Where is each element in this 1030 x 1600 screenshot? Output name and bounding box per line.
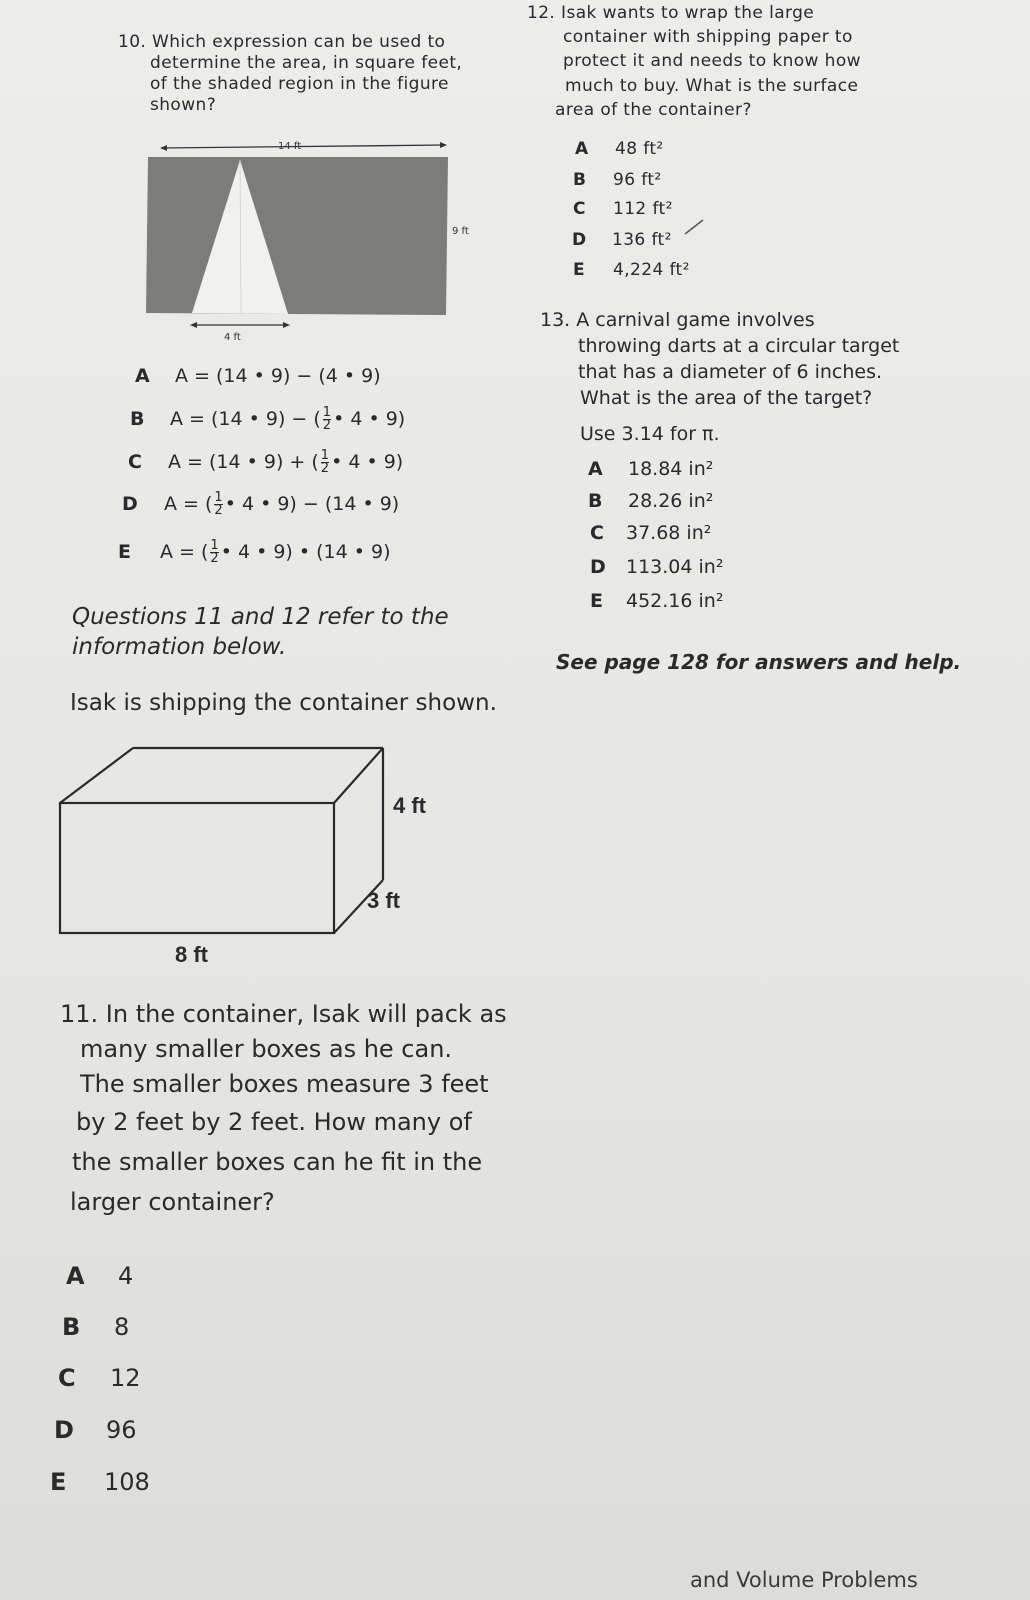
q10-option-c[interactable] xyxy=(128,450,403,475)
option-text-post: • 4 • 9) • (14 • 9) xyxy=(220,541,391,563)
q11-option-a[interactable] xyxy=(66,1262,133,1290)
q10-stem-line-2: determine the area, in square feet, xyxy=(150,53,463,73)
q11-option-c[interactable] xyxy=(58,1364,141,1392)
option-letter: C xyxy=(128,451,142,473)
q10-option-b[interactable] xyxy=(130,407,405,432)
fraction-half: $\frac{1}{2}$ xyxy=(214,490,223,518)
q13-stem-line-1: 13. A carnival game involves xyxy=(540,309,815,331)
q10-option-a[interactable] xyxy=(135,365,381,387)
option-letter: D xyxy=(122,493,138,515)
q12-option-b[interactable] xyxy=(573,170,662,190)
container-figure xyxy=(55,740,455,970)
option-value: 96 ft² xyxy=(613,170,662,190)
option-value: 18.84 in² xyxy=(628,458,714,480)
container-height-label: 4 ft xyxy=(393,793,426,818)
q13-stem-line-4: What is the area of the target? xyxy=(580,387,873,409)
q11-stem-line-3: The smaller boxes measure 3 feet xyxy=(80,1070,489,1098)
q12-stem-line-2: container with shipping paper to xyxy=(563,27,853,47)
q11-option-d[interactable] xyxy=(54,1416,137,1444)
q11-stem-line-4: by 2 feet by 2 feet. How many of xyxy=(76,1108,472,1136)
q13-stem-line-3: that has a diameter of 6 inches. xyxy=(578,361,883,383)
fraction-half: $\frac{1}{2}$ xyxy=(320,448,330,476)
option-letter: A xyxy=(135,365,150,387)
q13-option-b[interactable] xyxy=(588,490,713,512)
q12-option-e[interactable] xyxy=(573,260,690,280)
option-value: 113.04 in² xyxy=(626,556,724,578)
option-text: A = (14 • 9) − ( xyxy=(170,408,321,430)
shipping-text: Isak is shipping the container shown. xyxy=(70,690,497,716)
option-value: 4,224 ft² xyxy=(613,260,690,280)
option-value: 108 xyxy=(104,1468,150,1496)
option-letter: C xyxy=(590,522,604,544)
option-value: 48 ft² xyxy=(615,139,664,159)
q13-option-d[interactable] xyxy=(590,556,723,578)
q11-stem-line-6: larger container? xyxy=(70,1188,275,1216)
q12-option-c[interactable] xyxy=(573,199,673,219)
q12-stem-line-3: protect it and needs to know how xyxy=(563,51,861,71)
option-letter: B xyxy=(130,408,145,430)
option-letter: D xyxy=(54,1416,74,1444)
option-value: 136 ft² xyxy=(612,230,672,250)
option-value: 452.16 in² xyxy=(626,590,724,612)
option-text-post: • 4 • 9) − (14 • 9) xyxy=(224,493,400,515)
option-value: 4 xyxy=(118,1262,134,1290)
option-letter: C xyxy=(58,1364,76,1392)
q11-stem-line-5: the smaller boxes can he fit in the xyxy=(72,1148,483,1176)
q10-stem-line-1: 10. Which expression can be used to xyxy=(118,32,446,52)
q10-figure xyxy=(140,130,470,350)
option-value: 8 xyxy=(114,1313,130,1341)
q13-option-a[interactable] xyxy=(588,458,713,480)
footer-section-title: and Volume Problems xyxy=(690,1568,918,1592)
check-mark-icon xyxy=(682,216,706,238)
option-letter: E xyxy=(118,541,131,563)
q12-stem-line-5: area of the container? xyxy=(555,100,752,120)
q10-option-d[interactable] xyxy=(122,492,399,517)
q12-stem-line-1: 12. Isak wants to wrap the large xyxy=(527,3,815,23)
q11-option-b[interactable] xyxy=(62,1313,129,1341)
q11-stem-line-1: 11. In the container, Isak will pack as xyxy=(60,1000,507,1028)
option-letter: A xyxy=(588,458,603,480)
option-letter: C xyxy=(573,199,586,219)
option-text: A = (14 • 9) − (4 • 9) xyxy=(175,365,381,387)
q12-option-a[interactable] xyxy=(575,139,664,159)
option-letter: E xyxy=(573,260,586,280)
option-letter: D xyxy=(590,556,606,578)
option-text-post: • 4 • 9) xyxy=(331,451,404,473)
q11-stem-line-2: many smaller boxes as he can. xyxy=(80,1035,453,1063)
option-letter: B xyxy=(588,490,603,512)
option-letter: E xyxy=(50,1468,67,1496)
option-letter: A xyxy=(575,139,589,159)
container-length-label: 8 ft xyxy=(175,942,208,967)
option-value: 12 xyxy=(110,1364,141,1392)
option-letter: B xyxy=(573,170,587,190)
option-letter: E xyxy=(590,590,603,612)
option-text: A = ( xyxy=(164,493,213,515)
option-text: A = (14 • 9) + ( xyxy=(168,451,319,473)
fig-top-label: 14 ft xyxy=(278,141,302,152)
q12-option-d[interactable] xyxy=(572,230,672,250)
fig-bottom-label: 4 ft xyxy=(224,332,241,343)
q10-stem-line-4: shown? xyxy=(150,95,217,115)
option-value: 96 xyxy=(106,1416,137,1444)
q13-stem-line-2: throwing darts at a circular target xyxy=(578,335,900,357)
fig-side-label: 9 ft xyxy=(452,226,469,237)
q11-option-e[interactable] xyxy=(50,1468,150,1496)
option-value: 37.68 in² xyxy=(626,522,712,544)
option-value: 28.26 in² xyxy=(628,490,714,512)
container-width-label: 3 ft xyxy=(367,888,400,913)
shaded-rectangle xyxy=(146,157,448,315)
option-text: A = ( xyxy=(160,541,209,563)
q13-option-e[interactable] xyxy=(590,590,723,612)
q12-stem-line-4: much to buy. What is the surface xyxy=(565,76,859,96)
q10-option-e[interactable] xyxy=(118,540,391,565)
fraction-half: $\frac{1}{2}$ xyxy=(322,405,332,433)
option-value: 112 ft² xyxy=(613,199,673,219)
intro-line-2: information below. xyxy=(72,634,287,660)
q10-stem-line-3: of the shaded region in the figure xyxy=(150,74,449,94)
option-letter: B xyxy=(62,1313,81,1341)
intro-line-1: Questions 11 and 12 refer to the xyxy=(72,604,449,630)
fraction-half: $\frac{1}{2}$ xyxy=(210,538,219,566)
see-page-link[interactable]: See page 128 for answers and help. xyxy=(556,650,962,674)
q13-option-c[interactable] xyxy=(590,522,711,544)
q13-stem-line-5: Use 3.14 for π. xyxy=(580,423,720,445)
option-text-post: • 4 • 9) xyxy=(333,408,406,430)
option-letter: A xyxy=(66,1262,85,1290)
option-letter: D xyxy=(572,230,587,250)
